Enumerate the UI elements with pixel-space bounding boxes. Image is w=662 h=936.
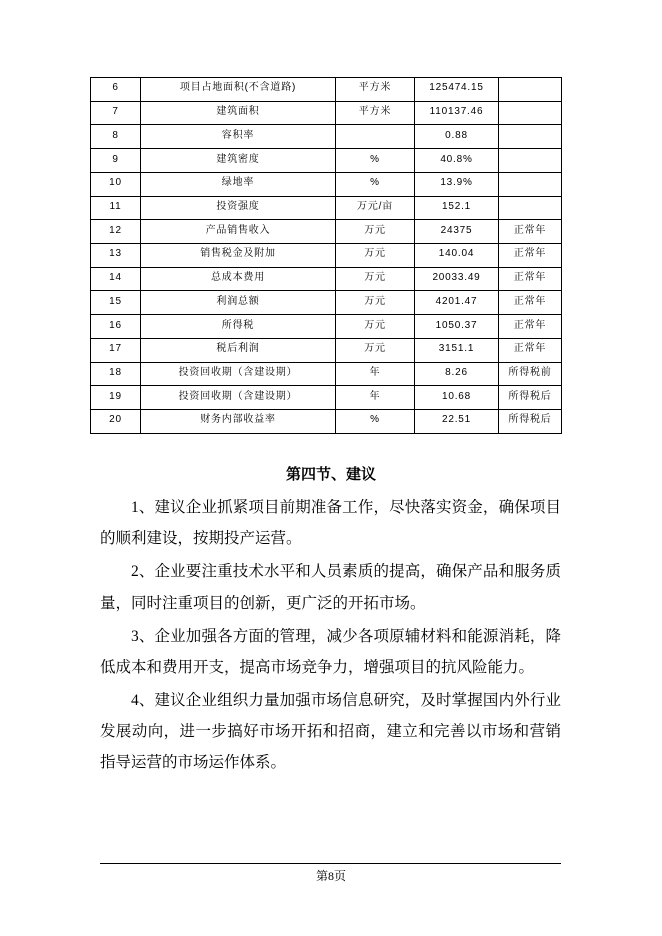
recommendations xyxy=(100,492,561,780)
section-title: 第四节、建议 xyxy=(285,466,376,483)
cell-unit: 年 xyxy=(336,362,415,386)
table-row xyxy=(91,172,562,196)
table-row xyxy=(91,291,562,315)
cell-remark: 正常年 xyxy=(499,244,562,268)
cell-number: 6 xyxy=(91,78,141,102)
cell-item: 销售税金及附加 xyxy=(141,244,336,268)
cell-value: 1050.37 xyxy=(415,315,499,339)
cell-remark: 所得税前 xyxy=(499,362,562,386)
footer-divider xyxy=(100,863,561,864)
cell-item: 利润总额 xyxy=(141,291,336,315)
cell-number: 16 xyxy=(91,315,141,339)
recommendation-paragraph: 1、建议企业抓紧项目前期准备工作，尽快落实资金，确保项目的顺利建设，按期投产运营。 xyxy=(100,499,561,548)
cell-number: 20 xyxy=(91,410,141,434)
cell-remark: 正常年 xyxy=(499,220,562,244)
cell-value: 10.68 xyxy=(415,386,499,410)
table-row xyxy=(91,125,562,149)
cell-unit: % xyxy=(336,172,415,196)
cell-value: 152.1 xyxy=(415,196,499,220)
table-row xyxy=(91,220,562,244)
cell-remark xyxy=(499,125,562,149)
cell-number: 18 xyxy=(91,362,141,386)
table-row xyxy=(91,338,562,362)
table-row xyxy=(91,386,562,410)
table-row xyxy=(91,410,562,434)
cell-unit: 万元 xyxy=(336,267,415,291)
cell-item: 绿地率 xyxy=(141,172,336,196)
cell-number: 10 xyxy=(91,172,141,196)
cell-value: 4201.47 xyxy=(415,291,499,315)
cell-value: 22.51 xyxy=(415,410,499,434)
table-row xyxy=(91,101,562,125)
cell-remark: 所得税后 xyxy=(499,386,562,410)
cell-unit: 万元/亩 xyxy=(336,196,415,220)
cell-value: 20033.49 xyxy=(415,267,499,291)
table-row xyxy=(91,362,562,386)
cell-item: 税后利润 xyxy=(141,338,336,362)
cell-number: 7 xyxy=(91,101,141,125)
cell-unit: 年 xyxy=(336,386,415,410)
cell-unit: 平方米 xyxy=(336,101,415,125)
table-row xyxy=(91,315,562,339)
recommendation-paragraph: 4、建议企业组织力量加强市场信息研究，及时掌握国内外行业发展动向，进一步搞好市场开拓和招商，建立和完善以市场和营销指导运营的市场运作体系。 xyxy=(100,691,561,772)
cell-item: 投资回收期（含建设期） xyxy=(141,386,336,410)
cell-unit: 万元 xyxy=(336,220,415,244)
cell-value: 0.88 xyxy=(415,125,499,149)
table-row xyxy=(91,196,562,220)
cell-unit: 万元 xyxy=(336,315,415,339)
cell-remark xyxy=(499,172,562,196)
recommendation-paragraph: 3、企业加强各方面的管理，减少各项原辅材料和能源消耗，降低成本和费用开支，提高市场竞争力，增强项目的抗风险能力。 xyxy=(100,627,561,676)
cell-remark: 所得税后 xyxy=(499,410,562,434)
cell-item: 所得税 xyxy=(141,315,336,339)
cell-number: 17 xyxy=(91,338,141,362)
cell-remark xyxy=(499,101,562,125)
cell-item: 财务内部收益率 xyxy=(141,410,336,434)
cell-unit: 万元 xyxy=(336,244,415,268)
cell-item: 总成本费用 xyxy=(141,267,336,291)
cell-value: 40.8% xyxy=(415,149,499,173)
cell-unit xyxy=(336,125,415,149)
indicator-table xyxy=(90,77,562,434)
cell-item: 投资回收期（含建设期） xyxy=(141,362,336,386)
cell-unit: 平方米 xyxy=(336,78,415,102)
cell-remark: 正常年 xyxy=(499,315,562,339)
cell-item: 产品销售收入 xyxy=(141,220,336,244)
cell-value: 8.26 xyxy=(415,362,499,386)
cell-number: 12 xyxy=(91,220,141,244)
cell-unit: 万元 xyxy=(336,291,415,315)
cell-item: 项目占地面积(不含道路) xyxy=(141,78,336,102)
cell-value: 24375 xyxy=(415,220,499,244)
table-row xyxy=(91,149,562,173)
table-row xyxy=(91,267,562,291)
cell-number: 13 xyxy=(91,244,141,268)
cell-value: 3151.1 xyxy=(415,338,499,362)
table-row xyxy=(91,78,562,102)
cell-unit: % xyxy=(336,410,415,434)
cell-remark: 正常年 xyxy=(499,267,562,291)
cell-item: 容积率 xyxy=(141,125,336,149)
cell-item: 建筑面积 xyxy=(141,101,336,125)
cell-number: 11 xyxy=(91,196,141,220)
cell-item: 投资强度 xyxy=(141,196,336,220)
cell-value: 13.9% xyxy=(415,172,499,196)
cell-value: 125474.15 xyxy=(415,78,499,102)
recommendation-paragraph: 2、企业要注重技术水平和人员素质的提高，确保产品和服务质量，同时注重项目的创新，更广泛的开拓市场。 xyxy=(100,563,561,612)
cell-number: 14 xyxy=(91,267,141,291)
page-number: 第8页 xyxy=(315,869,346,883)
cell-remark: 正常年 xyxy=(499,338,562,362)
cell-remark xyxy=(499,149,562,173)
cell-unit: % xyxy=(336,149,415,173)
cell-value: 140.04 xyxy=(415,244,499,268)
cell-number: 9 xyxy=(91,149,141,173)
cell-number: 8 xyxy=(91,125,141,149)
cell-item: 建筑密度 xyxy=(141,149,336,173)
cell-number: 19 xyxy=(91,386,141,410)
cell-unit: 万元 xyxy=(336,338,415,362)
cell-number: 15 xyxy=(91,291,141,315)
cell-remark: 正常年 xyxy=(499,291,562,315)
cell-remark xyxy=(499,78,562,102)
cell-remark xyxy=(499,196,562,220)
table-row xyxy=(91,244,562,268)
cell-value: 110137.46 xyxy=(415,101,499,125)
